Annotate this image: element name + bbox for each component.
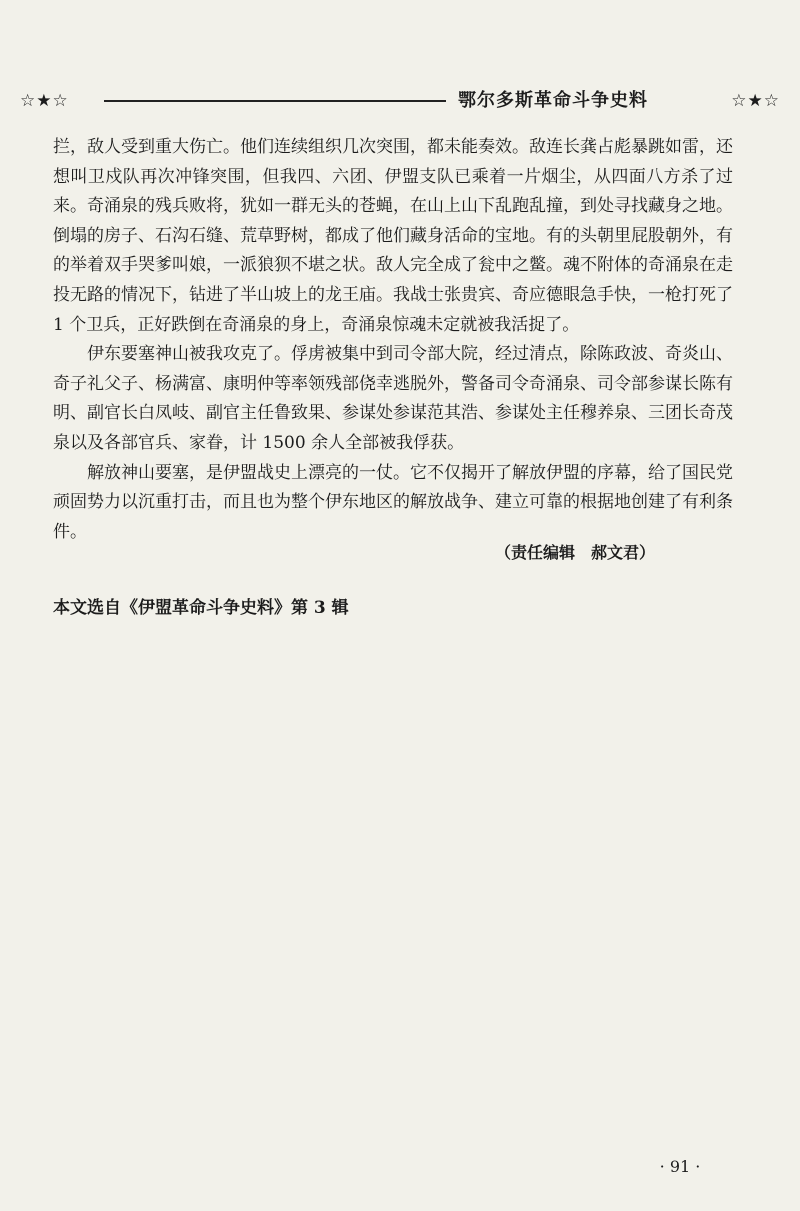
body-paragraph-1: 拦，敌人受到重大伤亡。他们连续组织几次突围，都未能奏效。敌连长龚占彪暴跳如雷，还想叫卫戍队再次冲锋突围，但我四、六团、伊盟支队已乘着一片烟尘，从四面八方杀了过来。奇涌泉的残兵败将，犹如一群无头的苍蝇，在山上山下乱跑乱撞，到处寻找藏身之地。倒塌的房子、石沟石缝、荒草野树，都成了他们藏身活命的宝地。有的头朝里屁股朝外，有的举着双手哭爹叫娘，一派狼狈不堪之状。敌人完全成了瓮中之鳖。魂不附体的奇涌泉在走投无路的情况下，钻进了半山坡上的龙王庙。我战士张贵宾、奇应德眼急手快，一枪打死了 1 个卫兵，正好跌倒在奇涌泉的身上，奇涌泉惊魂未定就被我活捉了。 bbox=[53, 137, 733, 335]
page-number: · 91 · bbox=[659, 1157, 701, 1176]
source-note: 本文选自《伊盟革命斗争史料》第 3 辑 bbox=[53, 598, 349, 618]
editor-credit: （责任编辑 郝文君） bbox=[495, 543, 656, 562]
running-header bbox=[20, 88, 780, 116]
article-body bbox=[53, 133, 733, 547]
right-star-ornament-icon: ☆★☆ bbox=[731, 91, 780, 111]
body-paragraph-2: 伊东要塞神山被我攻克了。俘虏被集中到司令部大院，经过清点，除陈政波、奇炎山、奇子礼父子、杨满富、康明仲等率领残部侥幸逃脱外，警备司令奇涌泉、司令部参谋长陈有明、副官长白凤岐、副官主任鲁致果、参谋处参谋范其浩、参谋处主任穆养泉、三团长奇茂泉以及各部官兵、家眷，计 1500 余人全部被我俘获。 bbox=[53, 344, 733, 453]
left-star-ornament-icon: ☆★☆ bbox=[20, 91, 69, 111]
header-rule bbox=[104, 100, 446, 102]
running-header-title: 鄂尔多斯革命斗争史料 bbox=[458, 90, 648, 111]
body-paragraph-3: 解放神山要塞，是伊盟战史上漂亮的一仗。它不仅揭开了解放伊盟的序幕，给了国民党顽固势力以沉重打击，而且也为整个伊东地区的解放战争、建立可靠的根据地创建了有利条件。 bbox=[53, 462, 733, 542]
